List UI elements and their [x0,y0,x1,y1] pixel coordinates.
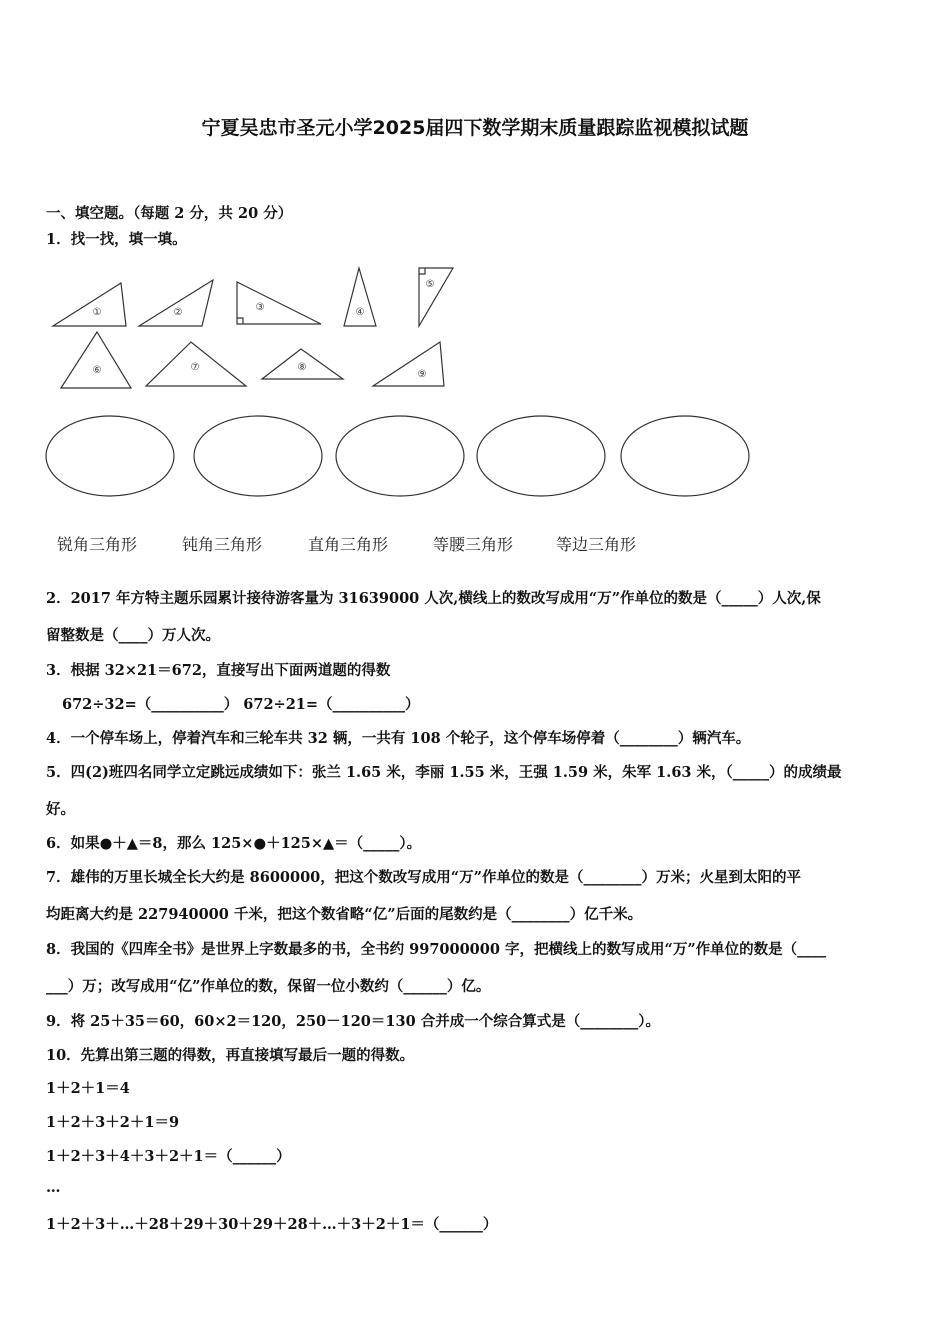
question-5-line-1: 5．四(2)班四名同学立定跳远成绩如下：张兰 1.65 米，李丽 1.55 米，王强 1.59 米，朱军 1.63 米，（_____）的成绩最 [46,764,842,781]
triangle-label-8: ⑧ [297,362,307,373]
category-right: 直角三角形 [308,535,389,554]
triangles-figure [0,260,950,510]
triangle-6 [61,332,131,388]
category-equilateral: 等边三角形 [556,535,637,554]
triangle-2 [139,280,213,326]
triangle-label-2: ② [173,307,183,318]
question-7-line-2: 均距离大约是 227940000 千米，把这个数省略“亿”后面的尾数约是（________）亿千米。 [46,906,643,923]
question-7-line-1: 7．雄伟的万里长城全长大约是 8600000，把这个数改写成用“万”作单位的数是（________）万米；火星到太阳的平 [46,869,801,886]
question-10: 10．先算出第三题的得数，再直接填写最后一题的得数。 [46,1047,415,1064]
category-acute: 锐角三角形 [57,535,138,554]
section-heading: 一、填空题。（每题 2 分，共 20 分） [46,205,293,222]
triangle-label-1: ① [92,307,102,318]
triangle-label-6: ⑥ [92,365,102,376]
page-title: 宁夏吴忠市圣元小学2025届四下数学期末质量跟踪监视模拟试题 [201,117,749,139]
oval-right [336,416,464,496]
question-10-dots: … [46,1179,61,1196]
question-3-line-2: 672÷32=（__________） 672÷21=（__________） [62,696,420,713]
question-5-line-2: 好。 [46,801,75,818]
question-9: 9．将 25＋35＝60，60×2＝120，250－120＝130 合并成一个综合算式是（________）。 [46,1013,660,1030]
question-10-eq-2: 1＋2＋3＋2＋1＝9 [46,1114,180,1131]
category-isosceles: 等腰三角形 [433,535,514,554]
oval-acute [46,416,174,496]
triangle-label-7: ⑦ [190,362,200,373]
triangle-label-4: ④ [355,307,365,318]
triangle-5 [419,268,453,326]
question-2-line-2: 留整数是（____）万人次。 [46,627,220,644]
triangle-3 [237,282,321,324]
question-8-line-2: ___）万；改写成用“亿”作单位的数，保留一位小数约（______）亿。 [46,978,491,995]
question-1: 1．找一找，填一填。 [46,231,187,248]
question-8-line-1: 8．我国的《四库全书》是世界上字数最多的书，全书约 997000000 字，把横线上的数写成用“万”作单位的数是（____ [46,941,827,958]
oval-isosceles [477,416,605,496]
oval-equilateral [621,416,749,496]
question-2-line-1: 2．2017 年方特主题乐园累计接待游客量为 31639000 人次,横线上的数改写成用“万”作单位的数是（_____）人次,保 [46,590,821,607]
question-10-eq-3: 1＋2＋3＋4＋3＋2＋1＝（______） [46,1148,291,1165]
triangle-label-3: ③ [255,302,265,313]
question-10-eq-4: 1＋2＋3＋…＋28＋29＋30＋29＋28＋…＋3＋2＋1＝（______） [46,1216,498,1233]
question-4: 4．一个停车场上，停着汽车和三轮车共 32 辆，一共有 108 个轮子，这个停车场停着（________）辆汽车。 [46,730,751,747]
oval-obtuse [194,416,322,496]
category-obtuse: 钝角三角形 [182,535,263,554]
triangle-1 [53,283,126,326]
question-3-line-1: 3．根据 32×21＝672，直接写出下面两道题的得数 [46,662,391,679]
triangle-label-5: ⑤ [425,279,435,290]
right-angle-mark-3 [237,318,243,324]
triangle-label-9: ⑨ [417,369,427,380]
triangle-9 [373,342,444,386]
question-10-eq-1: 1＋2＋1＝4 [46,1080,130,1097]
question-6: 6．如果●＋▲＝8，那么 125×●＋125×▲＝（_____）。 [46,835,422,852]
right-angle-mark-5 [419,268,425,274]
